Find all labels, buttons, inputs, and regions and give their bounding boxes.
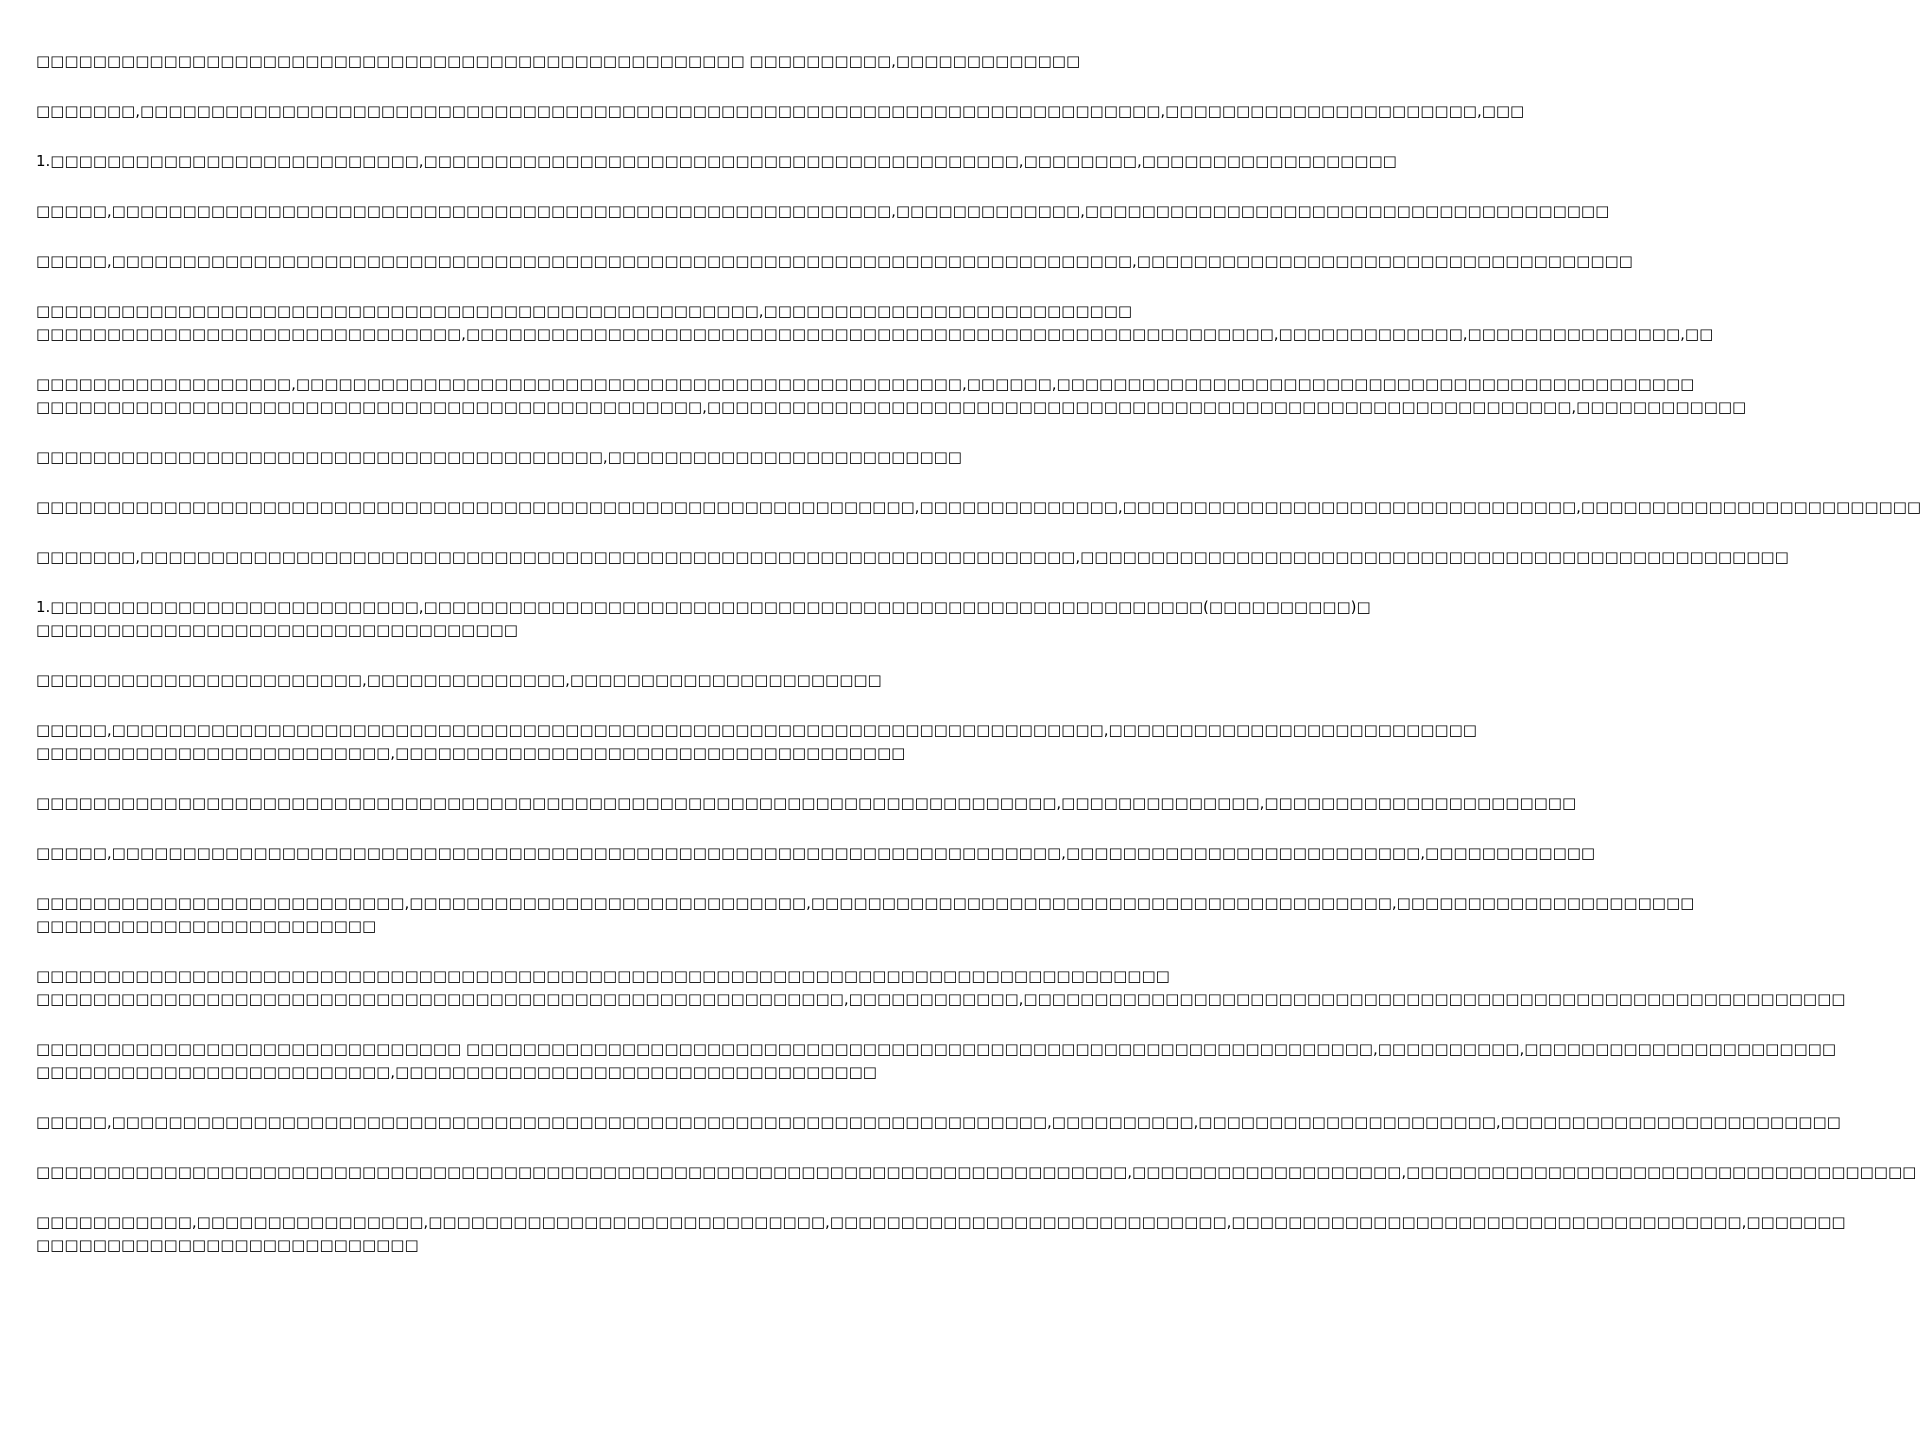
paragraph (36, 792, 1577, 815)
text-line: □□□□□□□□□□□□□□□□□□,□□□□□□□□□□□□□□□□□□□□□□□□□□□□□□□□□□□□□□□□□□□□□□□,□□□□□□,□□□□□□□□□□□□□□□□□□□□□□□□□□□□□□□□□□□□□□□□□□□□□ (36, 375, 1695, 393)
text-line: □□□□□□□□□□□□□□□□□□□□□□□□□□□□□□□□□□□□□□□□,□□□□□□□□□□□□□□□□□□□□□□□□□ (36, 448, 962, 466)
paragraph (36, 719, 1477, 765)
text-line: □□□□□□□□□□□□□□□□□□□□□□□□□□□□□□□□□□□□□□□□□□□□□□□□□□ □□□□□□□□□□,□□□□□□□□□□□□□ (36, 52, 1081, 70)
paragraph (36, 892, 1695, 938)
paragraph (36, 300, 1714, 346)
text-line: □□□□□□□□□□□□□□□□□□□□□□□□□□□□□□□□□□□□□□□□□□□□□□□□□□□□□□□□□□□□□□□□□□□□□□□□,□□□□□□□□□□□□□□,□□□□□□□□□□□□□□□□□□□□□□ (36, 794, 1577, 812)
paragraph (36, 842, 1596, 865)
text-line: □□□□□,□□□□□□□□□□□□□□□□□□□□□□□□□□□□□□□□□□□□□□□□□□□□□□□□□□□□□□□□□□□□□□□□□□□□□□,□□□□□□□□□□□□□□□□□□□□□□□□□□ (36, 721, 1477, 739)
text-line: □□□□□□□□□□□□□□□□□□□□□□□□□□□□□□□□□□□□□□□□□□□□□□□□□□□□□□□□□,□□□□□□□□□□□□,□□□□□□□□□□□□□□□□□□□□□□□□□□□□□□□□□□□□□□□□□□□□□□□□□□□□□□□□□□ (36, 990, 1846, 1008)
paragraph (36, 200, 1610, 223)
text-line: □□□□□□□□□□□□□□□□□□□□□□□□□□□□□□ □□□□□□□□□□□□□□□□□□□□□□□□□□□□□□□□□□□□□□□□□□□□□□□□□□□□□□□□□□□□□□□□,□□□□□□□□□□,□□□□□□□□□□□□□□□□□□□□□□ (36, 1040, 1837, 1058)
text-line: □□□□□□□□□□□□□□□□□□□□□□□□ (36, 917, 377, 935)
paragraph (36, 496, 1921, 519)
paragraph (36, 1211, 1846, 1257)
text-line: □□□□□□□□□□□□□□□□□□□□□□□□□□□□□□,□□□□□□□□□□□□□□□□□□□□□□□□□□□□□□□□□□□□□□□□□□□□□□□□□□□□□□□□□,□□□□□□□□□□□□□,□□□□□□□□□□□□□□□,□□ (36, 325, 1714, 343)
text-line: □□□□□□□□□□□□□□□□□□□□□□□□□□□□□□□□□□□□□□□□□□□□□□□,□□□□□□□□□□□□□□□□□□□□□□□□□□□□□□□□□□□□□□□□□□□□□□□□□□□□□□□□□□□□□,□□□□□□□□□□□□ (36, 398, 1747, 416)
text-line: 1.□□□□□□□□□□□□□□□□□□□□□□□□□□,□□□□□□□□□□□□□□□□□□□□□□□□□□□□□□□□□□□□□□□□□□,□□□□□□□□,□□□□□□□□□□□□□□□□□□ (36, 152, 1397, 170)
text-line: □□□□□□□□□□□□□□□□□□□□□□□□□□□□□□□□□□□□□□□□□□□□□□□□□□□,□□□□□□□□□□□□□□□□□□□□□□□□□□ (36, 302, 1133, 320)
paragraph (36, 1111, 1841, 1134)
paragraph (36, 546, 1789, 569)
text-line: □□□□□□□□□□□□□□□□□□□□□□□□□□□□□□□□□□□□□□□□□□□□□□□□□□□□□□□□□□□□□□□□□□□□□□□□□□□□□,□□□□□□□□□□□□□□□□□□□,□□□□□□□□□□□□□□□□□□□□□□□□□□□□□□□□□□□□ (36, 1163, 1917, 1181)
text-line: □□□□□□□□□□□□□□□□□□□□□□□□□□□□□□□□□□ (36, 621, 518, 639)
text-line: □□□□□,□□□□□□□□□□□□□□□□□□□□□□□□□□□□□□□□□□□□□□□□□□□□□□□□□□□□□□□,□□□□□□□□□□□□□,□□□□□□□□□□□□□□□□□□□□□□□□□□□□□□□□□□□□□ (36, 202, 1610, 220)
text-line: □□□□□,□□□□□□□□□□□□□□□□□□□□□□□□□□□□□□□□□□□□□□□□□□□□□□□□□□□□□□□□□□□□□□□□□□,□□□□□□□□□□,□□□□□□□□□□□□□□□□□□□□□,□□□□□□□□□□□□□□□□□□□□□□□□ (36, 1113, 1841, 1131)
text-line: □□□□□□□□□□□□□□□□□□□□□□□□□□□□□□□□□□□□□□□□□□□□□□□□□□□□□□□□□□□□□□□□□□□□□□□□□□□□□□□□ (36, 967, 1170, 985)
text-line: □□□□□□□□□□□□□□□□□□□□□□□,□□□□□□□□□□□□□□,□□□□□□□□□□□□□□□□□□□□□□ (36, 671, 882, 689)
text-line: □□□□□,□□□□□□□□□□□□□□□□□□□□□□□□□□□□□□□□□□□□□□□□□□□□□□□□□□□□□□□□□□□□□□□□□□□,□□□□□□□□□□□□□□□□□□□□□□□□□,□□□□□□□□□□□□ (36, 844, 1596, 862)
text-line: □□□□□□□□□□□,□□□□□□□□□□□□□□□□,□□□□□□□□□□□□□□□□□□□□□□□□□□□□,□□□□□□□□□□□□□□□□□□□□□□□□□□□□,□□□□□□□□□□□□□□□□□□□□□□□□□□□□□□□□□□□□,□□□□□□□ (36, 1213, 1846, 1231)
paragraph (36, 669, 989, 692)
text-line: □□□□□□□,□□□□□□□□□□□□□□□□□□□□□□□□□□□□□□□□□□□□□□□□□□□□□□□□□□□□□□□□□□□□□□□□□□,□□□□□□□□□□□□□□□□□□□□□□□□□□□□□□□□□□□□□□□□□□□□□□□□□□ (36, 548, 1789, 566)
text-line: □□□□□□□□□□□□□□□□□□□□□□□□□,□□□□□□□□□□□□□□□□□□□□□□□□□□□□□□□□□□ (36, 1063, 877, 1081)
paragraph (36, 150, 1397, 173)
paragraph (36, 1161, 1917, 1184)
paragraph (36, 965, 1846, 1011)
text-line: □□□□□□□□□□□□□□□□□□□□□□□□□□□□□□□□□□□□□□□□□□□□□□□□□□□□□□□□□□□□□□,□□□□□□□□□□□□□□,□□□□□□□□□□□□□□□□□□□□□□□□□□□□□□□□,□□□□□□□□□□□□□□□□□□□□□□□□ (36, 498, 1921, 516)
text-line: □□□□□□□□□□□□□□□□□□□□□□□□□□,□□□□□□□□□□□□□□□□□□□□□□□□□□□□,□□□□□□□□□□□□□□□□□□□□□□□□□□□□□□□□□□□□□□□□□,□□□□□□□□□□□□□□□□□□□□□ (36, 894, 1695, 912)
text-line: □□□□□□□,□□□□□□□□□□□□□□□□□□□□□□□□□□□□□□□□□□□□□□□□□□□□□□□□□□□□□□□□□□□□□□□□□□□□□□□□,□□□□□□□□□□□□□□□□□□□□□□,□□□ (36, 102, 1525, 120)
paragraph (36, 100, 1525, 123)
text-line: □□□□□□□□□□□□□□□□□□□□□□□□□,□□□□□□□□□□□□□□□□□□□□□□□□□□□□□□□□□□□□ (36, 744, 906, 762)
document-body (36, 50, 1921, 1284)
paragraph (36, 446, 989, 469)
paragraph (36, 50, 1081, 73)
paragraph (36, 596, 1371, 642)
text-line: 1.□□□□□□□□□□□□□□□□□□□□□□□□□□,□□□□□□□□□□□□□□□□□□□□□□□□□□□□□□□□□□□□□□□□□□□□□□□□□□□□□□□(□□□□□□□□□□)□ (36, 598, 1371, 616)
text-line: □□□□□,□□□□□□□□□□□□□□□□□□□□□□□□□□□□□□□□□□□□□□□□□□□□□□□□□□□□□□□□□□□□□□□□□□□□□□□□,□□□□□□□□□□□□□□□□□□□□□□□□□□□□□□□□□□□ (36, 252, 1633, 270)
paragraph (36, 373, 1747, 419)
paragraph (36, 250, 1633, 273)
text-line: □□□□□□□□□□□□□□□□□□□□□□□□□□□ (36, 1236, 419, 1254)
paragraph (36, 1038, 1837, 1084)
